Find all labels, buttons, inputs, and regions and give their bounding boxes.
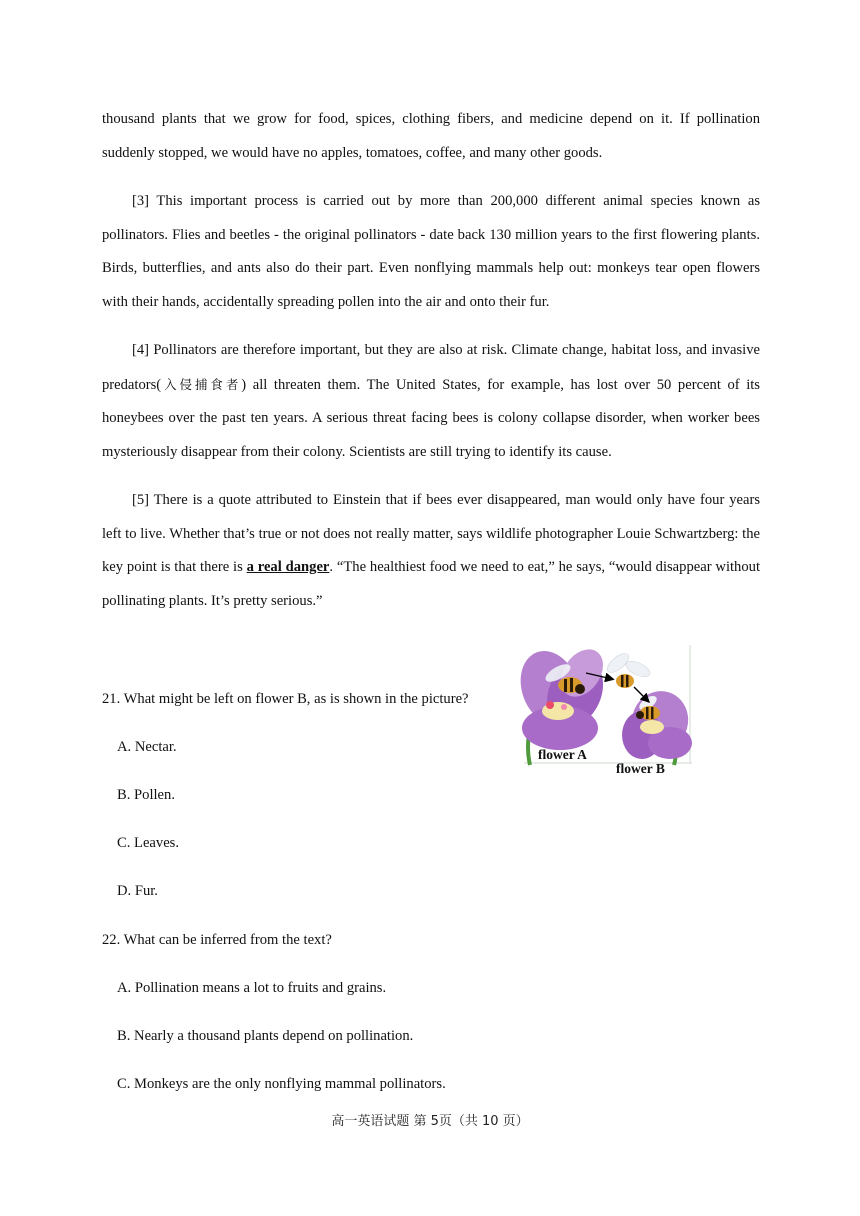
passage-paragraph-3: [3] This important process is carried out by more than 200,000 different animal species known as pollinators. Flies and beetles - the original pollinators - date back 130 million years to the first flowering plants. Birds, butterflies, and ants also do their part. Even nonflying mammals help out: monkeys tear open flowers with their hands, accidentally spreading pollen into the air and onto their fur. xyxy=(102,193,760,311)
flower-b-icon xyxy=(622,685,695,759)
question-21-option-a: A. Nectar. xyxy=(117,739,177,755)
underlined-phrase: a real danger xyxy=(246,559,330,576)
question-21-option-b: B. Pollen. xyxy=(117,787,175,803)
p4-chinese-gloss: 入侵捕食者 xyxy=(161,376,242,392)
question-21-option-c: C. Leaves. xyxy=(117,835,180,851)
flower-a-icon xyxy=(520,643,614,750)
p5-text-a: [5] There is a quote attributed to Einstein that if bees ever disappeared, man would only have four years left to live. Whether that’s true or not does not really matter, says wildlife photographer Louie Schwartzberg: the key point is that there is xyxy=(102,492,760,576)
p4-text-a: [4] Pollinators are therefore important, but they are also at risk. Climate change, habitat loss, and invasive predators( xyxy=(102,342,760,393)
question-21-stem: 21. What might be left on flower B, as is shown in the picture? xyxy=(102,691,469,707)
p4-text-b: ) all threaten them. The United States, for example, has lost over 50 percent of its honeybees over the past ten years. A serious threat facing bees is colony collapse disorder, when worker bees mysteriously disappear from their colony. Scientists are still trying to identify its cause. xyxy=(102,376,760,461)
question-22-option-a: A. Pollination means a lot to fruits and grains. xyxy=(117,980,387,996)
passage-paragraph-2-continued: thousand plants that we grow for food, spices, clothing fibers, and medicine depend on it. If pollination suddenly stopped, we would have no apples, tomatoes, coffee, and many other goods. xyxy=(102,111,760,161)
arrow-bee-to-b-icon xyxy=(634,687,648,701)
question-21-option-d: D. Fur. xyxy=(117,883,158,899)
passage-paragraph-4 xyxy=(102,334,760,470)
p5-text-b: . “The healthiest food we need to eat,” he says, “would disappear without pollinating plants. It’s pretty serious.” xyxy=(102,559,760,610)
flower-b-label: flower B xyxy=(616,761,665,776)
question-22-option-c: C. Monkeys are the only nonflying mammal pollinators. xyxy=(117,1076,446,1092)
question-22-option-b: B. Nearly a thousand plants depend on pollination. xyxy=(117,1028,414,1044)
passage-paragraph-5 xyxy=(102,484,760,619)
page-footer: 高一英语试题 第 5页（共 10 页） xyxy=(331,1114,529,1129)
flying-bee-icon xyxy=(604,650,652,688)
question-22-stem: 22. What can be inferred from the text? xyxy=(102,932,332,948)
flower-a-label: flower A xyxy=(538,747,587,762)
pollination-figure xyxy=(520,643,695,778)
